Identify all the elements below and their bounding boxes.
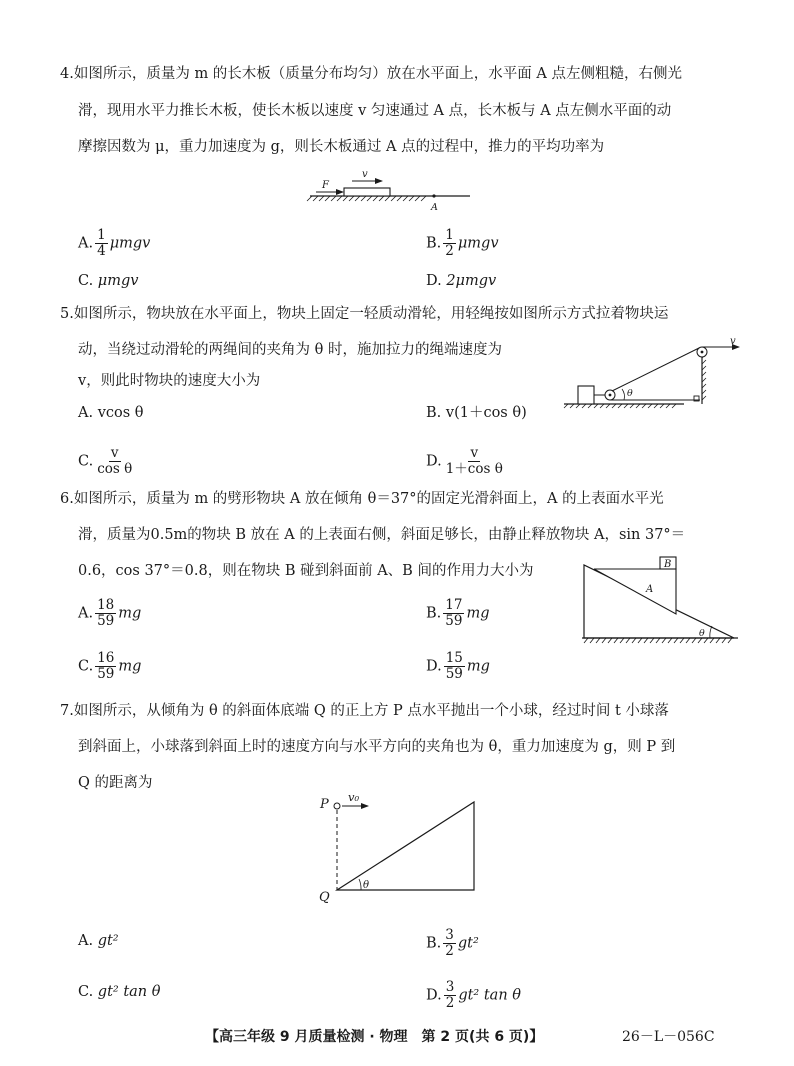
q5-line-3: v，则此时物块的速度大小为 [78,373,261,389]
q6-line-2: 滑，质量为0.5m的物块 B 放在 A 的上表面右侧，斜面足够长，由静止释放物块 A，sin 37°＝ [78,527,686,543]
q5-option-b: B. v(1＋cos θ) [426,405,527,421]
q7-option-c: C. gt² tan θ [78,984,161,1000]
q7-option-d: D. $\frac{3}{2}$ gt² tan θ [426,979,521,1011]
q4-option-c: C. μmgv [78,273,139,289]
q4-line-3: 摩擦因数为 μ，重力加速度为 g，则长木板通过 A 点的过程中，推力的平均功率为 [78,139,605,155]
q7-line-3: Q 的距离为 [78,775,153,791]
q5-line-2: 动，当绕过动滑轮的两绳间的夹角为 θ 时，施加拉力的绳端速度为 [78,342,502,358]
q6-line-1: 6.如图所示，质量为 m 的劈形物块 A 放在倾角 θ＝37°的固定光滑斜面上，A 的上表面水平光 [60,491,664,507]
q6-option-d: D. $\frac{15}{59}$ mg [426,650,490,682]
page-footer: 【高三年级 9 月质量检测 · 物理 第 2 页(共 6 页)】 [205,1029,544,1045]
q6-option-c: C. $\frac{16}{59}$ mg [78,650,142,682]
q5-angle-label: θ [627,388,633,399]
q4-force-label: F [322,180,329,191]
q7-option-a: A. gt² [78,933,119,949]
q6-option-b: B. $\frac{17}{59}$ mg [426,597,490,629]
q4-point-a [432,194,435,197]
q4-option-b: B. $\frac{1}{2}$ μmgv [426,227,499,259]
q7-option-b: B. $\frac{3}{2}$ gt² [426,927,479,959]
q7-label-p: P [320,797,329,812]
q6-angle-label: θ [699,628,705,639]
q6-label-a: A [646,584,654,595]
q6-option-a: A. $\frac{18}{59}$ mg [78,597,142,629]
q7-point-p [334,803,340,809]
q4-point-label: A [431,202,438,213]
q5-option-d: D. $\frac{v}{\text{1＋cos θ}}$ [426,445,503,477]
q5-option-c: C. $\frac{v}{\text{cos θ}}$ [78,445,133,477]
q7-line-1: 7.如图所示，从倾角为 θ 的斜面体底端 Q 的正上方 P 点水平抛出一个小球，经过时间 t 小球落 [60,703,669,719]
q5-figure [564,336,744,406]
q5-block [578,386,594,404]
q4-option-d: D. 2μmgv [426,273,497,289]
q7-velocity-label: v₀ [348,790,360,804]
page-code: 26－L－056C [622,1029,715,1045]
q7-angle-label: θ [363,880,370,891]
q5-option-a: A. vcos θ [78,405,144,421]
q6-label-b: B [664,559,672,570]
q7-label-q: Q [319,890,330,905]
q4-board [344,188,390,196]
q4-option-a: A. $\frac{1}{4}$ μmgv [78,227,151,259]
q6-figure [582,552,738,648]
q5-line-1: 5.如图所示，物块放在水平面上，物块上固定一轻质动滑轮，用轻绳按如图所示方式拉着物块运 [60,306,669,322]
q7-incline [337,802,474,890]
q7-line-2: 到斜面上，小球落到斜面上时的速度方向与水平方向的夹角也为 θ，重力加速度为 g，则 P 到 [78,739,676,755]
q4-velocity-label: v [362,169,368,180]
q4-figure [310,168,470,212]
q7-figure [316,790,486,905]
q4-line-1: 4.如图所示，质量为 m 的长木板（质量分布均匀）放在水平面上，水平面 A 点左侧粗糙，右侧光 [60,66,682,82]
q5-velocity-label: v [730,336,736,347]
q4-line-2: 滑，现用水平力推长木板，使长木板以速度 v 匀速通过 A 点，长木板与 A 点左侧水平面的动 [78,103,672,119]
q6-line-3: 0.6，cos 37°＝0.8，则在物块 B 碰到斜面前 A、B 间的作用力大小为 [78,563,534,579]
